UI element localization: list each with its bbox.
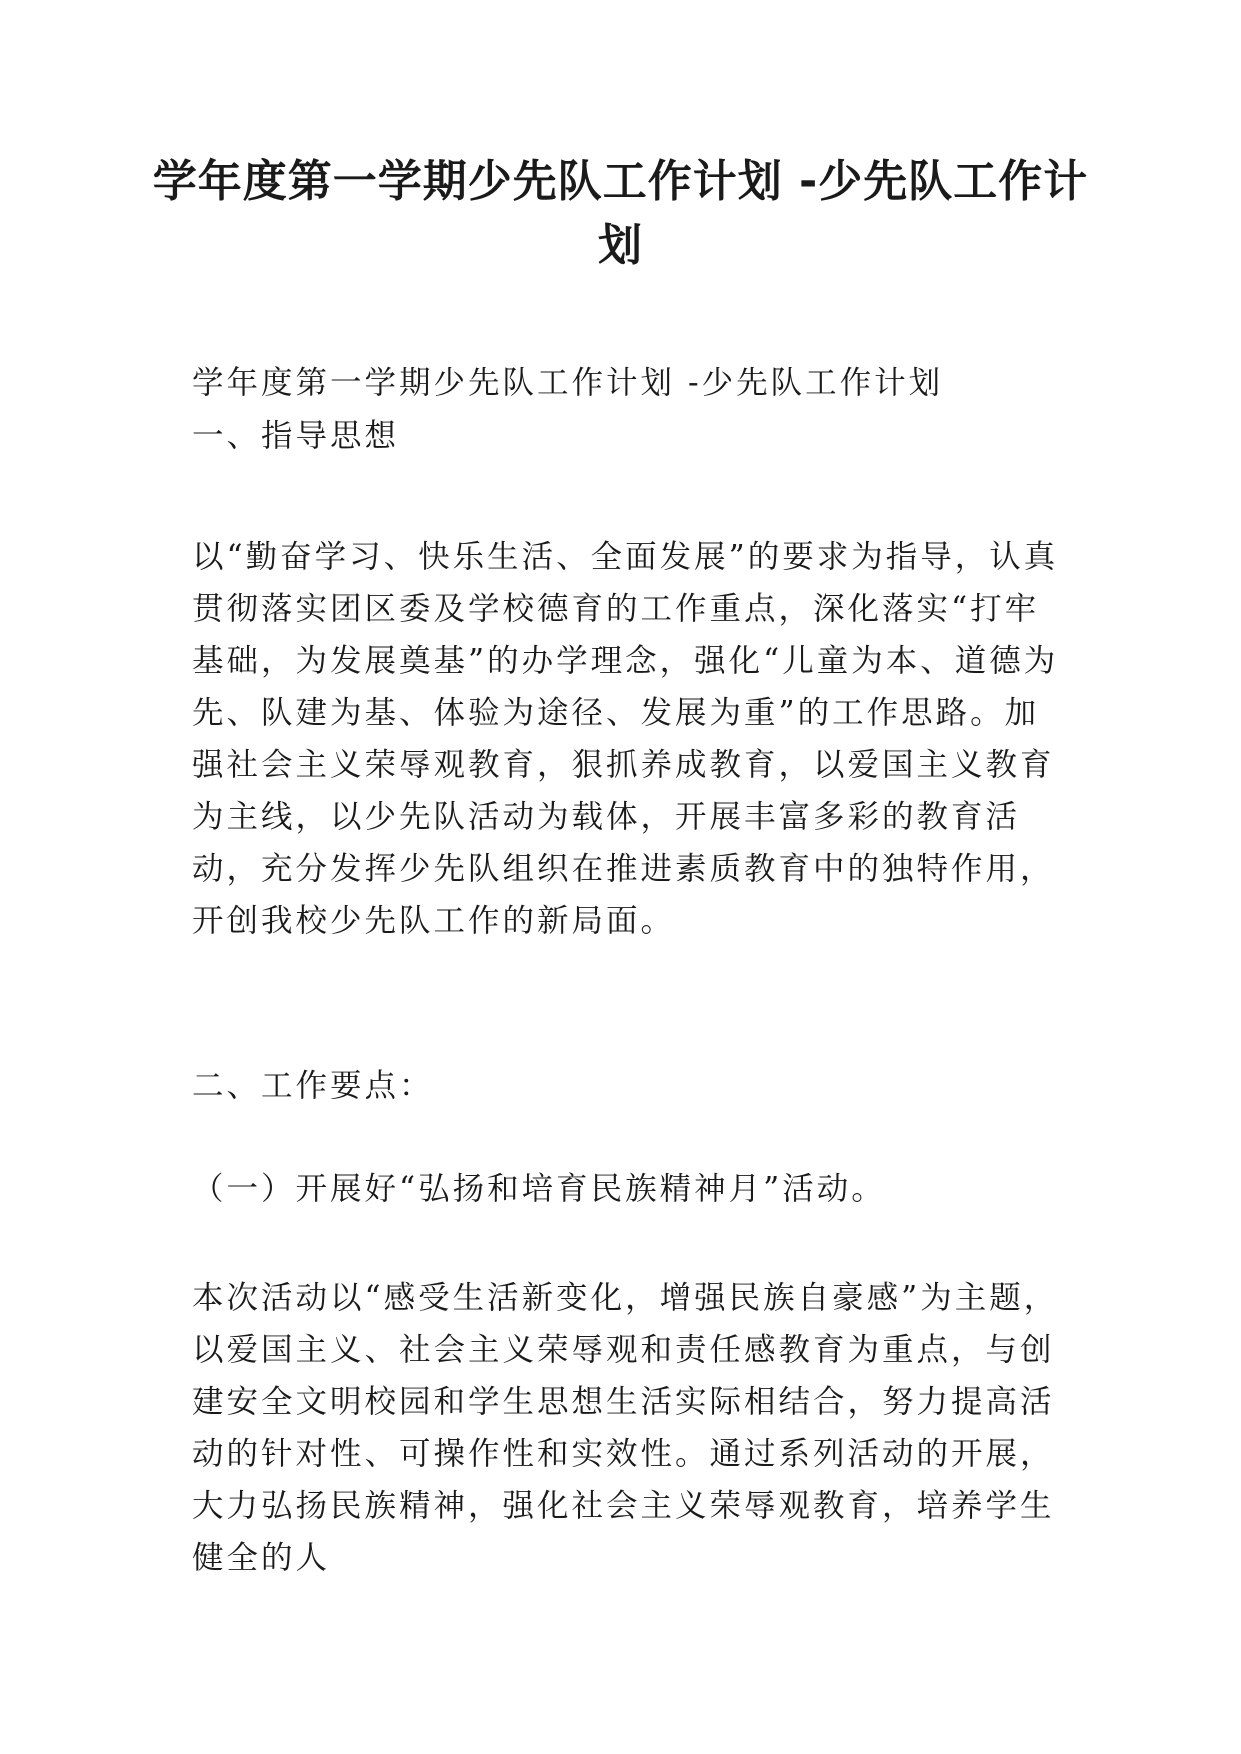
item-heading-national-spirit-month: （一）开展好“弘扬和培育民族精神月”活动。 [192, 1171, 886, 1207]
document-subtitle: 学年度第一学期少先队工作计划 -少先队工作计划 [192, 365, 944, 401]
section-heading-work-points: 二、工作要点： [192, 1068, 434, 1104]
paragraph-guiding-ideology: 以“勤奋学习、快乐生活、全面发展”的要求为指导，认真贯彻落实团区委及学校德育的工作重点，深化落实“打牢基础，为发展奠基”的办学理念，强化“儿童为本、道德为先、队建为基、体验为途径、发展为重”的工作思路。加强社会主义荣辱观教育，狠抓养成教育，以爱国主义教育为主线，以少先队活动为载体，开展丰富多彩的教育活动，充分发挥少先队组织在推进素质教育中的独特作用，开创我校少先队工作的新局面。 [192, 539, 1059, 939]
section-heading-guiding-ideology: 一、指导思想 [192, 418, 400, 454]
paragraph-activity-description: 本次活动以“感受生活新变化，增强民族自豪感”为主题，以爱国主义、社会主义荣辱观和责任感教育为重点，与创建安全文明校园和学生思想生活实际相结合，努力提高活动的针对性、可操作性和实效性。通过系列活动的开展，大力弘扬民族精神，强化社会主义荣辱观教育，培养学生健全的人 [192, 1280, 1059, 1576]
document-title: 学年度第一学期少先队工作计划 -少先队工作计划 [152, 156, 1089, 271]
